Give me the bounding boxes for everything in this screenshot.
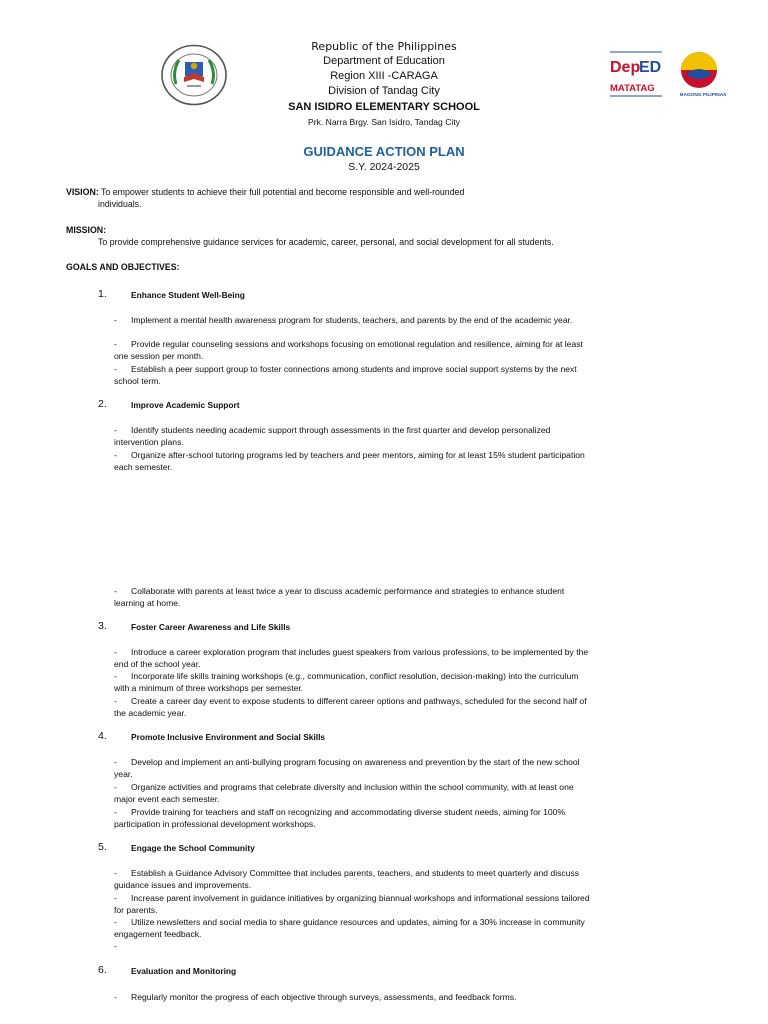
goal-title: Promote Inclusive Environment and Social Skills (131, 732, 326, 742)
objective-item (114, 449, 596, 473)
division-line: Division of Tandag City (328, 85, 440, 97)
objective-text: Implement a mental health awareness program for students, teachers, and parents by the end of the academic year. (131, 315, 573, 325)
objective-text: Provide regular counseling sessions and workshops focusing on emotional regulation and resilience, aiming for at least one session per month. (114, 339, 583, 361)
objective-item (114, 363, 596, 387)
school-address: Prk. Narra Brgy. San Isidro, Tandag City (307, 117, 461, 127)
goal-number: 2. (98, 398, 107, 410)
bullet-dash: - (114, 425, 117, 435)
bullet-dash: - (114, 696, 117, 706)
svg-text:Dep: Dep (610, 59, 641, 76)
goal-title: Enhance Student Well-Being (131, 290, 245, 300)
bullet-dash: - (114, 807, 117, 817)
goal-number: 4. (98, 730, 107, 742)
objective-item (114, 314, 596, 326)
goal-title: Foster Career Awareness and Life Skills (131, 622, 291, 632)
objective-text: Organize activities and programs that celebrate diversity and inclusion within the school community, with at least one major event each semester. (114, 782, 574, 804)
objective-item (114, 670, 596, 694)
bullet-dash: - (114, 315, 117, 325)
bullet-dash: - (114, 364, 117, 374)
bullet-dash: - (114, 647, 117, 657)
objective-text: Collaborate with parents at least twice a year to discuss academic performance and strategies to enhance student learning at home. (114, 586, 565, 608)
mission-label: MISSION: (66, 225, 107, 235)
school-year: S.Y. 2024-2025 (348, 161, 420, 173)
school-name: SAN ISIDRO ELEMENTARY SCHOOL (288, 101, 480, 113)
objective-text: Regularly monitor the progress of each objective through surveys, assessments, and feedback forms. (131, 992, 517, 1002)
objective-item (114, 585, 596, 609)
objective-item (114, 646, 596, 670)
republic-line: Republic of the Philippines (311, 40, 457, 53)
objective-text: Develop and implement an anti-bullying program focusing on awareness and prevention by the start of the new school year. (114, 757, 580, 779)
objective-text: Create a career day event to expose students to different career options and pathways, scheduled for the second half of the academic year. (114, 696, 587, 718)
goal-number: 3. (98, 620, 107, 632)
bullet-dash: - (114, 868, 117, 878)
goal-number: 5. (98, 841, 107, 853)
bullet-dash: - (114, 339, 117, 349)
objective-text: Provide training for teachers and staff on recognizing and accommodating diverse student needs, aiming for 100% participation in professional development workshops. (114, 807, 566, 829)
vision-block (66, 186, 586, 210)
deped-matatag-logo (606, 48, 726, 104)
objective-item (114, 424, 596, 448)
bullet-dash: - (114, 893, 117, 903)
goal-title: Engage the School Community (131, 843, 255, 853)
bullet-dash: - (114, 941, 117, 951)
bullet-dash: - (114, 782, 117, 792)
goal-title: Evaluation and Monitoring (131, 966, 237, 976)
goal-number: 6. (98, 964, 107, 976)
objective-item (114, 695, 596, 719)
objective-text: Utilize newsletters and social media to share guidance resources and updates, aiming for a 30% increase in community engagement feedback. (114, 917, 585, 939)
bullet-dash: - (114, 757, 117, 767)
objective-text: Identify students needing academic support through assessments in the first quarter and develop personalized intervention plans. (114, 425, 551, 447)
objective-item (114, 338, 596, 362)
objective-item (114, 916, 596, 940)
objective-text: Organize after-school tutoring programs led by teachers and peer mentors, aiming for at least 15% student participation each semester. (114, 450, 585, 472)
objective-item-empty (114, 940, 596, 952)
vision-text: To empower students to achieve their full potential and become responsible and well-rounded (98, 187, 465, 197)
objective-item (114, 991, 596, 1003)
objective-text: Increase parent involvement in guidance initiatives by organizing biannual workshops and informational sessions tailored for parents. (114, 893, 590, 915)
bullet-dash: - (114, 671, 117, 681)
goal-number: 1. (98, 288, 107, 300)
vision-text-cont: individuals. (98, 199, 142, 209)
objective-text: Establish a Guidance Advisory Committee that includes parents, teachers, and students to meet quarterly and discuss guidance issues and improvements. (114, 868, 580, 890)
svg-text:MATATAG: MATATAG (610, 83, 655, 94)
bullet-dash: - (114, 586, 117, 596)
svg-text:BAGONG PILIPINAS: BAGONG PILIPINAS (680, 93, 726, 98)
department-line: Department of Education (323, 55, 445, 67)
objective-item (114, 781, 596, 805)
objective-item (114, 892, 596, 916)
bullet-dash: - (114, 992, 117, 1002)
objective-text: Incorporate life skills training workshops (e.g., communication, conflict resolution, decision-making) into the curriculum with a minimum of three workshops per semester. (114, 671, 579, 693)
mission-text: To provide comprehensive guidance services for academic, career, personal, and social development for all students. (98, 237, 554, 247)
objective-item (114, 867, 596, 891)
goal-title: Improve Academic Support (131, 400, 240, 410)
bullet-dash: - (114, 917, 117, 927)
svg-text:ED: ED (639, 59, 662, 76)
goals-heading: GOALS AND OBJECTIVES: (66, 262, 180, 272)
vision-label: VISION: (66, 187, 99, 197)
bullet-dash: - (114, 450, 117, 460)
region-line: Region XIII -CARAGA (330, 70, 438, 82)
objective-item (114, 756, 596, 780)
objective-text: Introduce a career exploration program that includes guest speakers from various professions, to be implemented by the end of the school year. (114, 647, 589, 669)
objective-item (114, 806, 596, 830)
document-title: GUIDANCE ACTION PLAN (303, 144, 465, 159)
objective-text: Establish a peer support group to foster connections among students and improve social support systems by the next school term. (114, 364, 577, 386)
